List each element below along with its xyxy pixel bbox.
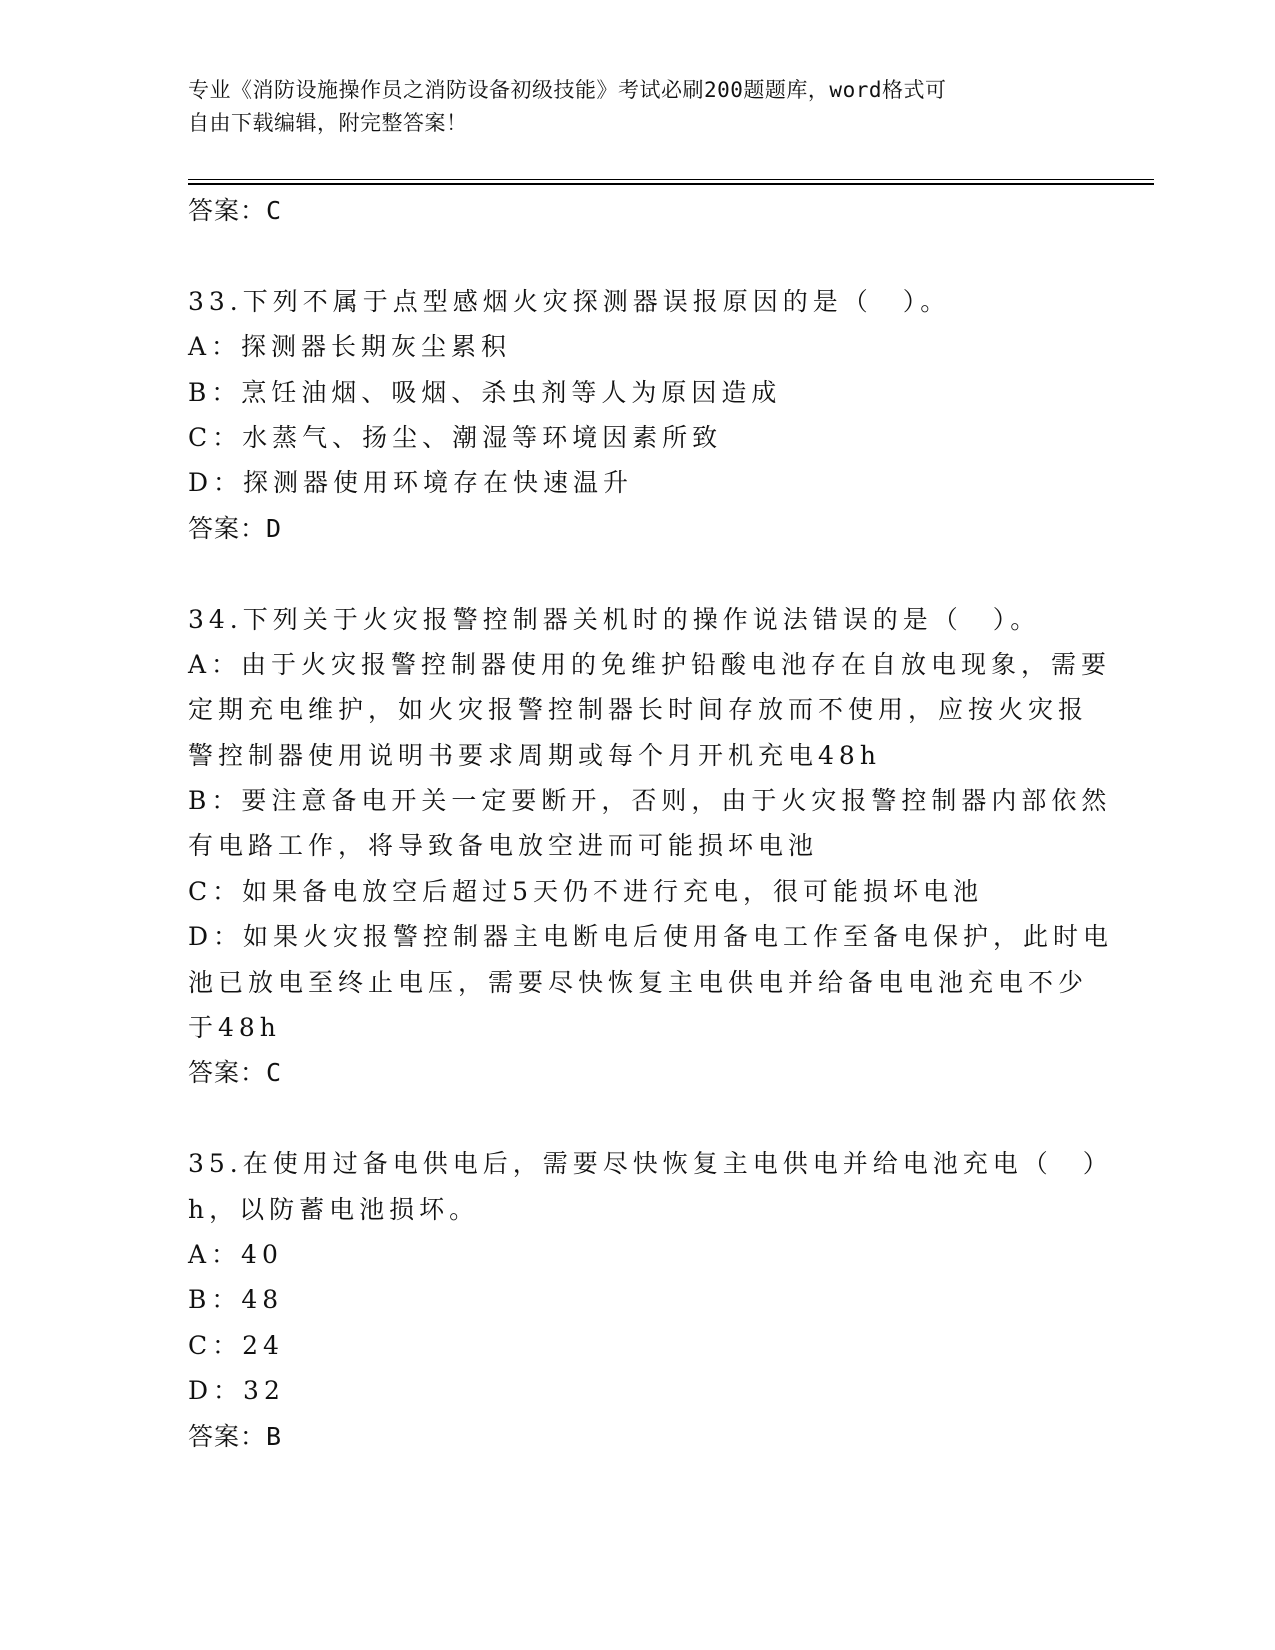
question-answer: 答案：B (188, 1421, 283, 1451)
option-d: D：32 (188, 1376, 285, 1406)
option-d-line-1: D：如果火灾报警控制器主电断电后使用备电工作至备电保护，此时电 (188, 922, 1114, 952)
header-line-2: 自由下载编辑，附完整答案！ (188, 111, 468, 135)
spacer (188, 233, 1088, 278)
question-block-34 (188, 597, 1114, 1096)
question-answer: 答案：C (188, 1058, 283, 1088)
header-divider-thick (188, 183, 1154, 185)
option-a: A：40 (188, 1239, 283, 1269)
option-a-line-1: A：由于火灾报警控制器使用的免维护铅酸电池存在自放电现象，需要 (188, 649, 1112, 679)
option-c: C：水蒸气、扬尘、潮湿等环境因素所致 (188, 422, 723, 452)
option-a-line-2: 定期充电维护，如火灾报警控制器长时间存放而不使用，应按火灾报 (188, 695, 1089, 725)
document-header (188, 74, 1068, 140)
option-b: B：48 (188, 1285, 284, 1315)
option-a-line-3: 警控制器使用说明书要求周期或每个月开机充电48h (188, 740, 881, 770)
option-a: A：探测器长期灰尘累积 (188, 332, 512, 362)
option-d-line-3: 于48h (188, 1013, 281, 1043)
option-b-line-2: 有电路工作，将导致备电放空进而可能损坏电池 (188, 831, 819, 861)
spacer (188, 1096, 1088, 1141)
previous-answer: 答案：C (188, 196, 283, 225)
question-stem: 34.下列关于火灾报警控制器关机时的操作说法错误的是（ ）。 (188, 604, 1041, 634)
question-stem: 33.下列不属于点型感烟火灾探测器误报原因的是（ ）。 (188, 286, 951, 316)
option-c: C：24 (188, 1330, 284, 1360)
question-answer: 答案：D (188, 513, 283, 543)
option-d-line-2: 池已放电至终止电压，需要尽快恢复主电供电并给备电电池充电不少 (188, 967, 1089, 997)
option-b: B：烹饪油烟、吸烟、杀虫剂等人为原因造成 (188, 377, 782, 407)
header-divider-thin (188, 179, 1154, 180)
question-block-33 (188, 279, 1088, 551)
option-d: D：探测器使用环境存在快速温升 (188, 468, 634, 498)
header-line-1: 专业《消防设施操作员之消防设备初级技能》考试必刷200题题库，word格式可 (188, 78, 947, 102)
spacer (188, 551, 1088, 596)
question-stem-line-1: 35.在使用过备电供电后，需要尽快恢复主电供电并给电池充电（ ） (188, 1149, 1113, 1179)
option-b-line-1: B：要注意备电开关一定要断开，否则，由于火灾报警控制器内部依然 (188, 786, 1112, 816)
question-stem-line-2: h，以防蓄电池损坏。 (188, 1194, 480, 1224)
question-list (188, 188, 1114, 1459)
option-c: C：如果备电放空后超过5天仍不进行充电，很可能损坏电池 (188, 876, 984, 906)
question-block-35 (188, 1141, 1113, 1459)
